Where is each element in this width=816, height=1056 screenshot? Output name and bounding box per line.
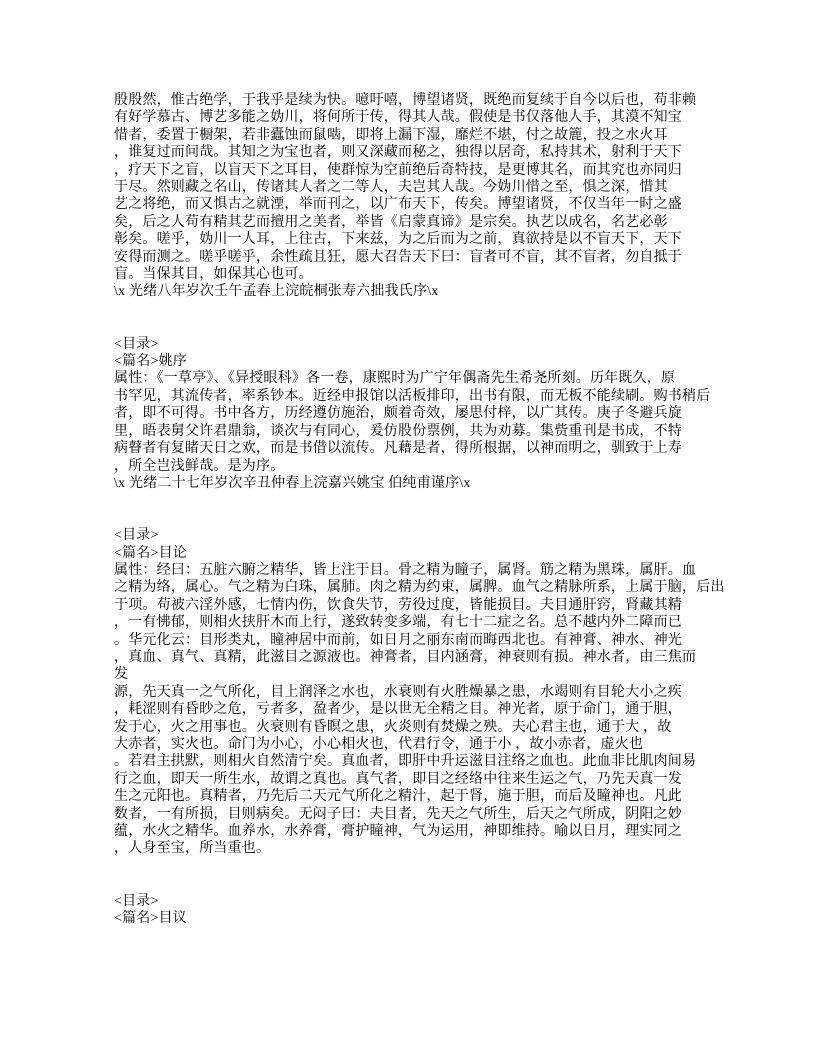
text-line: 者，即不可得。书中各方，历经遵仿施治，颇着奇效，屡思付梓，以广其传。庚子冬避兵旋 [114, 406, 682, 422]
text-line: 。华元化云：目形类丸，瞳神居中而前，如日月之丽东南而晦西北也。有神膏、神水、神光 [114, 632, 682, 648]
text-line: 于尽。然则藏之名山，传诸其人者之二等人，夫岂其人哉。今妫川惜之至，惧之深，惜其 [114, 180, 668, 196]
text-line: <篇名>目议 [114, 911, 187, 926]
text-line: 之精为络，属心。气之精为白珠，属肺。肉之精为约束，属脾。血气之精脉所系，上属于脑，后出 [114, 580, 725, 596]
blank-line [114, 858, 736, 875]
text-line: 行之血，即天一所生水，故谓之真也。真气者，即目之经络中往来生运之气，乃先天真一发 [114, 771, 682, 787]
text-line: 盲。当保其目，如保其心也可。 [114, 267, 313, 283]
blank-line [114, 301, 736, 318]
blank-line [114, 318, 736, 335]
text-line: ，谁复过而问哉。其知之为宝也者，则又深藏而秘之，独得以居奇，私持其术，射利于天下 [114, 145, 682, 161]
text-line: 数者，一有所损，目则病矣。无闷子曰：夫目者，先天之气所生，后天之气所成，阴阳之妙 [114, 806, 682, 822]
text-line: 生之元阳也。真精者，乃先后二天元气所化之精汁，起于肾，施于胆，而后及瞳神也。凡此 [114, 789, 682, 805]
text-line: ，真血、真气、真精，此滋目之源液也。神膏者，目内涵膏，神衰则有损。神水者，由三焦而 [114, 649, 697, 665]
blank-line [114, 492, 736, 509]
text-line: 殷殷然，惟古绝学，于我乎是续为快。噫吁嘻，博望诸贤，既绝而复续于自今以后也，苟非赖 [114, 93, 697, 108]
document-body [114, 92, 736, 927]
text-line: 里，晤表舅父许君鼎翁，谈次与有同心，爰仿股份票例，共为劝募。集赀重刊是书成，不特 [114, 423, 682, 439]
text-line: <目录> [114, 528, 159, 544]
text-line: 艺之将绝，而又惧古之就湮，举而刊之，以广布天下，传矣。博望诸贤，不仅当年一时之盛 [114, 197, 682, 213]
text-line: \x 光绪八年岁次壬午孟春上浣皖桐张寿六拙我氏序\x [114, 284, 439, 300]
text-line: ，疗天下之盲，以盲天下之耳目，使群惊为空前绝后奇特技，是更博其名，而其究也亦同归 [114, 162, 682, 178]
text-line: ，一有怫郁，则相火挟肝木而上行，遂致转变多端，有七十二症之名。总不越内外二障而已 [114, 615, 682, 631]
text-line: 大赤者，实火也。命门为小心，小心相火也，代君行令，通于小 ，故小赤者，虚火也 [114, 736, 644, 752]
text-line: <目录> [114, 336, 159, 352]
text-line: 。若君主拱默，则相火自然清宁矣。真血者，即肝中升运滋目注络之血也。此血非比肌肉间易 [114, 754, 697, 770]
blank-line [114, 875, 736, 892]
blank-line [114, 510, 736, 527]
text-line: 矣，后之人苟有精其艺而擅用之美者，举皆《启蒙真谛》是宗矣。执艺以成名，名艺必彰 [114, 214, 668, 230]
text-line: 彰矣。嗟乎，妫川一人耳，上往古，下来兹，为之后而为之前，真欲持是以不盲天下，天下 [114, 232, 682, 248]
text-line: 属性：《一草亭》、《异授眼科》各一卷，康熙时为广宁年偶斋先生希尧所刻。历年既久，原 [114, 371, 676, 387]
text-line: 发 [114, 667, 129, 683]
text-line: 发于心，火之用事也。火衰则有昏瞑之患，火炎则有焚燥之殃。夫心君主也，通于大 ，故 [114, 719, 672, 735]
text-line: <篇名>目论 [114, 545, 187, 561]
text-line: 惜者，委置于橱架，若非蠹蚀而鼠啮，即将上漏下湿，靡烂不堪，付之故簏，投之水火耳 [114, 127, 668, 143]
text-line: 源，先天真一之气所化，目上润泽之水也，水衰则有火胜燥暴之患，水竭则有目轮大小之疾 [114, 684, 682, 700]
text-line: ，耗涩则有昏眇之危，亏者多，盈者少，是以世无全精之目。神光者，原于命门，通于胆， [114, 702, 682, 718]
text-line: 有好学慕古、博艺多能之妫川，将何所于传，得其人哉。假使是书仅落他人手，其漠不知宝 [114, 110, 682, 126]
text-line: 病瞽者有复睹天日之欢，而是书借以流传。凡藉是者，得所根据，以神而明之，驯致于上寿 [114, 441, 682, 457]
text-line: ，所全岂浅鲜哉。是为序。 [114, 458, 285, 474]
text-line: 书罕见，其流传者，率系钞本。近经申报馆以活板排印，出书有限，而无板不能续刷。购书稍后 [114, 388, 711, 404]
text-line: ，人身至宝，所当重也。 [114, 841, 271, 857]
text-line: <目录> [114, 893, 159, 909]
text-line: \x 光绪二十七年岁次辛丑仲春上浣嘉兴姚宝 伯纯甫谨序\x [114, 475, 471, 491]
text-line: 属性：经曰：五脏六腑之精华，皆上注于目。骨之精为瞳子，属肾。筋之精为黑珠，属肝。血 [114, 562, 697, 578]
text-line: 安得而测之。嗟乎嗟乎，余性疏且狂，愿大召告天下曰：盲者可不盲，其不盲者，勿自抵于 [114, 249, 682, 265]
text-line: 蕴，水火之精华。血养水，水养膏，膏护瞳神，气为运用，神即维持。喻以日月，理实同之 [114, 824, 682, 839]
text-line: <篇名>姚序 [114, 354, 187, 370]
text-line: 于项。苟被六淫外感，七情内伤，饮食失节，劳役过度，皆能损目。夫目通肝窍，肾藏其精 [114, 597, 682, 613]
